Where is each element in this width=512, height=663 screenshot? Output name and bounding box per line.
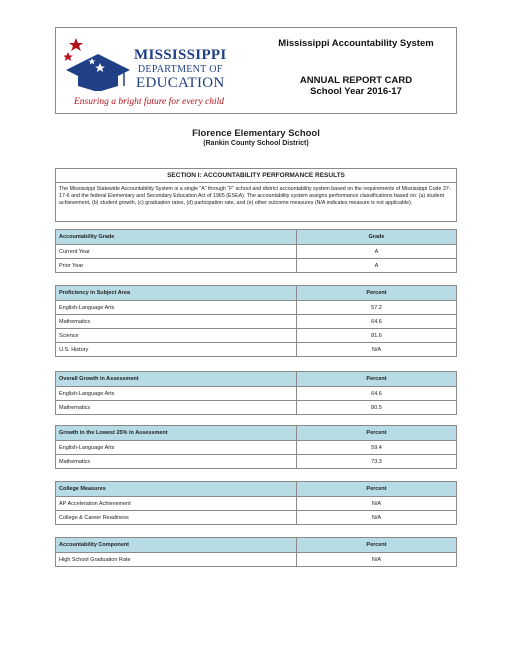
row-value: N/A bbox=[297, 343, 457, 357]
overall-growth-table bbox=[55, 371, 457, 415]
table-header-value: Percent bbox=[297, 426, 457, 441]
table-row bbox=[56, 497, 457, 511]
lowest-growth-table bbox=[55, 425, 457, 469]
table-row bbox=[56, 315, 457, 329]
section-description: The Mississippi Statewide Accountability System is a single “A” through “F” school and district accountability system based on the requirements of Mississippi Code 37-17-6 and the federal Elementary and Secondary Education Act of 1965 (ESEA). The accountability system assigns performance classifications based on: (a) student achievement, (b) student growth, (c) graduation rates, (d) participation rate, and (e) other outcome measures (N/A indicates measure is not applicable). bbox=[59, 186, 451, 206]
row-label: Current Year bbox=[56, 245, 297, 259]
row-value: N/A bbox=[297, 553, 457, 567]
logo-line-1: MISSISSIPPI bbox=[134, 47, 227, 63]
logo-wordmark bbox=[134, 48, 227, 91]
table-header-row bbox=[56, 426, 457, 441]
system-title: Mississippi Accountability System bbox=[278, 38, 434, 49]
table-header-value: Percent bbox=[297, 286, 457, 301]
row-label: Mathematics bbox=[56, 315, 297, 329]
row-value: 73.3 bbox=[297, 455, 457, 469]
table-header-value: Percent bbox=[297, 482, 457, 497]
row-label: English-Language Arts bbox=[56, 441, 297, 455]
row-value: 57.2 bbox=[297, 301, 457, 315]
row-value: 64.6 bbox=[297, 387, 457, 401]
table-header-value: Grade bbox=[297, 230, 457, 245]
table-header-value: Percent bbox=[297, 538, 457, 553]
table-row bbox=[56, 441, 457, 455]
row-label: English-Language Arts bbox=[56, 301, 297, 315]
table-row bbox=[56, 387, 457, 401]
table-row bbox=[56, 455, 457, 469]
report-title: ANNUAL REPORT CARD bbox=[299, 75, 413, 86]
table-row bbox=[56, 343, 457, 357]
row-value: N/A bbox=[297, 497, 457, 511]
row-label: College & Career Readiness bbox=[56, 511, 297, 525]
table-header-label: Growth in the Lowest 25% in Assessment bbox=[56, 426, 297, 441]
table-row bbox=[56, 259, 457, 273]
school-name: Florence Elementary School bbox=[192, 128, 320, 139]
logo-line-2: DEPARTMENT OF bbox=[137, 64, 223, 75]
section-intro bbox=[55, 168, 457, 222]
table-header-row bbox=[56, 538, 457, 553]
row-label: Mathematics bbox=[56, 455, 297, 469]
section-heading: SECTION I: ACCOUNTABILITY PERFORMANCE RESULTS bbox=[56, 169, 456, 183]
table-header-row bbox=[56, 482, 457, 497]
table-header-label: Accountability Component bbox=[56, 538, 297, 553]
row-label: Science bbox=[56, 329, 297, 343]
logo-line-3: EDUCATION bbox=[135, 75, 225, 91]
report-header bbox=[55, 27, 457, 114]
row-label: High School Graduation Rate bbox=[56, 553, 297, 567]
proficiency-table bbox=[55, 285, 457, 357]
table-row bbox=[56, 301, 457, 315]
accountability-grade-table bbox=[55, 229, 457, 273]
table-header-label: College Measures bbox=[56, 482, 297, 497]
row-value: 64.6 bbox=[297, 315, 457, 329]
row-label: AP Acceleration Achievement bbox=[56, 497, 297, 511]
logo-tagline: Ensuring a bright future for every child bbox=[74, 97, 225, 107]
table-header-value: Percent bbox=[297, 372, 457, 387]
table-header-row bbox=[56, 372, 457, 387]
table-row bbox=[56, 401, 457, 415]
school-heading bbox=[0, 129, 512, 149]
table-header-label: Accountability Grade bbox=[56, 230, 297, 245]
row-label: Mathematics bbox=[56, 401, 297, 415]
school-year: School Year 2016-17 bbox=[310, 86, 402, 97]
table-header-label: Overall Growth in Assessment bbox=[56, 372, 297, 387]
table-header-row bbox=[56, 286, 457, 301]
table-row bbox=[56, 329, 457, 343]
table-header-row bbox=[56, 230, 457, 245]
table-row bbox=[56, 553, 457, 567]
accountability-component-table bbox=[55, 537, 457, 567]
college-measures-table bbox=[55, 481, 457, 525]
mde-logo bbox=[64, 36, 254, 108]
table-row bbox=[56, 245, 457, 259]
row-label: English-Language Arts bbox=[56, 387, 297, 401]
row-value: N/A bbox=[297, 511, 457, 525]
school-district: (Rankin County School District) bbox=[203, 140, 309, 147]
row-label: U.S. History bbox=[56, 343, 297, 357]
row-value: 80.5 bbox=[297, 401, 457, 415]
row-value: 81.6 bbox=[297, 329, 457, 343]
row-value: 59.4 bbox=[297, 441, 457, 455]
table-row bbox=[56, 511, 457, 525]
row-value: A bbox=[297, 245, 457, 259]
report-title-block bbox=[261, 75, 451, 97]
row-value: A bbox=[297, 259, 457, 273]
graduation-cap-icon bbox=[64, 36, 134, 91]
table-header-label: Proficiency in Subject Area bbox=[56, 286, 297, 301]
row-label: Prior Year bbox=[56, 259, 297, 273]
